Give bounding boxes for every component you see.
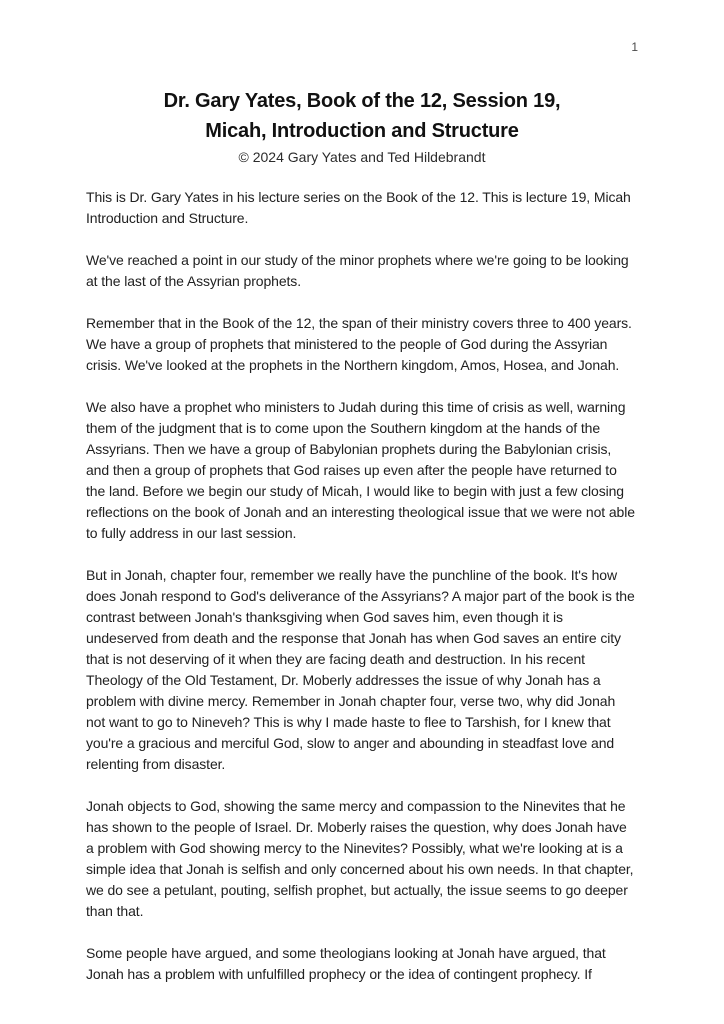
document-title [86,86,638,146]
paragraph-7: Some people have argued, and some theologians looking at Jonah have argued, that Jonah has a problem with unfulfilled prophecy or the idea of contingent prophecy. If [86,945,606,982]
document-body [86,187,638,985]
page-number: 1 [631,40,638,54]
paragraph-4: We also have a prophet who ministers to Judah during this time of crisis as well, warning them of the judgment that is to come upon the Southern kingdom at the hands of the Assyrians. Then we have a group of Babylonian prophets during the Babylonian crisis, and then a group of prophets that God raises up even after the people have returned to the land. Before we begin our study of Micah, I would like to begin with just a few closing reflections on the book of Jonah and an interesting theological issue that we were not able to fully address in our last session. [86,399,635,541]
paragraph-2: We've reached a point in our study of the minor prophets where we're going to be looking at the last of the Assyrian prophets. [86,252,629,289]
copyright-line: © 2024 Gary Yates and Ted Hildebrandt [238,149,486,165]
document-title-line1: Dr. Gary Yates, Book of the 12, Session 19, [163,90,561,112]
page-content [86,86,638,1006]
document-title-line2: Micah, Introduction and Structure [205,120,519,142]
document-header [86,86,638,167]
paragraph-3: Remember that in the Book of the 12, the span of their ministry covers three to 400 years. We have a group of prophets that ministered to the people of God during the Assyrian crisis. We've looked at the prophets in the Northern kingdom, Amos, Hosea, and Jonah. [86,315,632,373]
paragraph-6: Jonah objects to God, showing the same mercy and compassion to the Ninevites that he has shown to the people of Israel. Dr. Moberly raises the question, why does Jonah have a problem with God showing mercy to the Ninevites? Possibly, what we're looking at is a simple idea that Jonah is selfish and only concerned about his own needs. In that chapter, we do see a petulant, pouting, selfish prophet, but actually, the issue seems to go deeper than that. [86,798,634,919]
paragraph-5: But in Jonah, chapter four, remember we really have the punchline of the book. It's how does Jonah respond to God's deliverance of the Assyrians? A major part of the book is the contrast between Jonah's thanksgiving when God saves him, even though it is undeserved from death and the response that Jonah has when God saves an entire city that is not deserving of it when they are facing death and destruction. In his recent Theology of the Old Testament, Dr. Moberly addresses the issue of why Jonah has a problem with divine mercy. Remember in Jonah chapter four, verse two, why did Jonah not want to go to Nineveh? This is why I made haste to flee to Tarshish, for I knew that you're a gracious and merciful God, slow to anger and abounding in steadfast love and relenting from disaster. [86,567,635,772]
paragraph-1: This is Dr. Gary Yates in his lecture series on the Book of the 12. This is lecture 19, Micah Introduction and Structure. [86,189,631,226]
